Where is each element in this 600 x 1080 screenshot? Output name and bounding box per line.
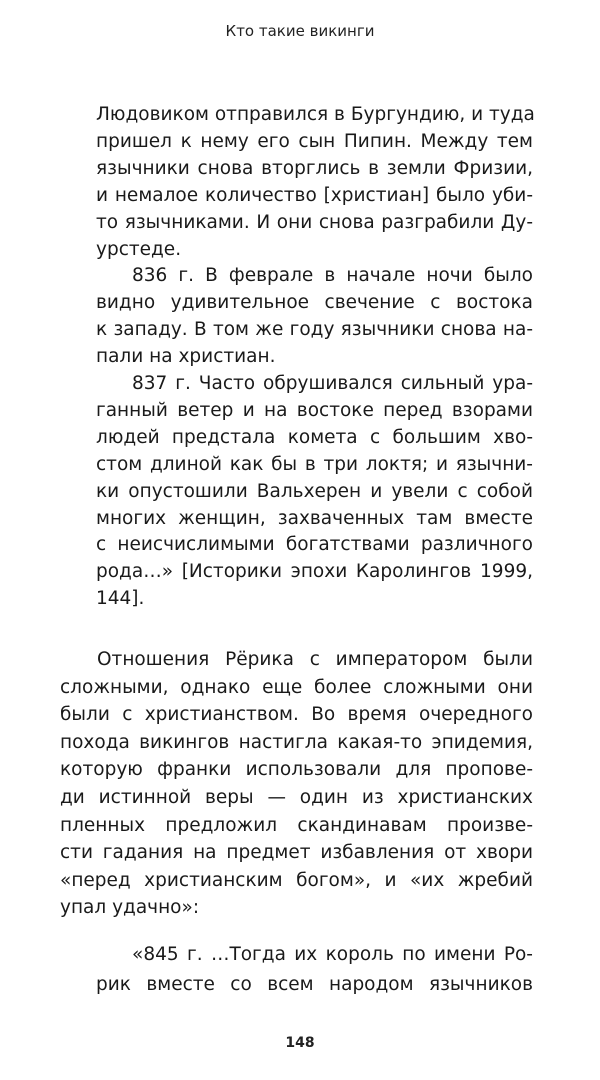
text-line: людей предстала комета с большим хво- (96, 426, 533, 448)
text-line: Людовиком отправился в Бургундию, и туда (96, 104, 535, 125)
text-line: «845 г. …Тогда их король по имени Ро- (132, 944, 533, 965)
text-line: ди истинной веры — один из христианских (60, 787, 533, 808)
text-line: ки опустошили Вальхерен и увели с собой (96, 480, 533, 502)
text-line: которую франки использовали для пропове- (60, 759, 533, 781)
text-line: 837 г. Часто обрушивался сильный ура- (132, 373, 533, 394)
text-line: урстеде. (96, 238, 182, 260)
text-line: сложными, однако еще более сложными они (60, 676, 533, 698)
text-line: 836 г. В феврале в начале ночи было (132, 265, 533, 287)
text-line: пленных предложил скандинавам произве- (60, 814, 533, 836)
text-line: язычники снова вторглись в земли Фризии, (96, 157, 533, 179)
text-line: пришел к нему его сын Пипин. Между тем (96, 130, 533, 152)
text-line: с неисчислимыми богатствами различного (96, 534, 533, 556)
text-line: то язычниками. И они снова разграбили Ду- (96, 211, 533, 233)
text-line: «перед христианским богом», и «их жребий (60, 869, 533, 891)
text-line: похода викингов настигла какая-то эпидемия, (60, 731, 533, 753)
text-line: многих женщин, захваченных там вместе (96, 507, 533, 529)
text-line: рик вместе со всем народом язычников (96, 974, 533, 995)
text-line: упал удачно»: (60, 897, 200, 919)
text-line: пали на христиан. (96, 346, 276, 368)
running-header: Кто такие викинги (225, 22, 375, 40)
text-line: рода…» [Историки эпохи Каролингов 1999, (96, 561, 533, 583)
text-line: и немалое количество [христиан] было уби- (96, 184, 533, 206)
text-line: были с христианством. Во время очередного (60, 704, 533, 726)
page-number: 148 (285, 1035, 315, 1051)
text-line: сти гадания на предмет избавления от хвори (60, 842, 533, 864)
text-line: Отношения Рёрика с императором были (97, 649, 533, 670)
text-line: стом длиной как бы в три локтя; и язычни- (96, 453, 533, 475)
text-line: видно удивительное свечение с востока (96, 292, 533, 314)
text-line: ганный ветер и на востоке перед взорами (96, 399, 533, 421)
text-line: к западу. В том же году язычники снова на- (96, 319, 533, 341)
text-line: 144]. (96, 588, 145, 610)
